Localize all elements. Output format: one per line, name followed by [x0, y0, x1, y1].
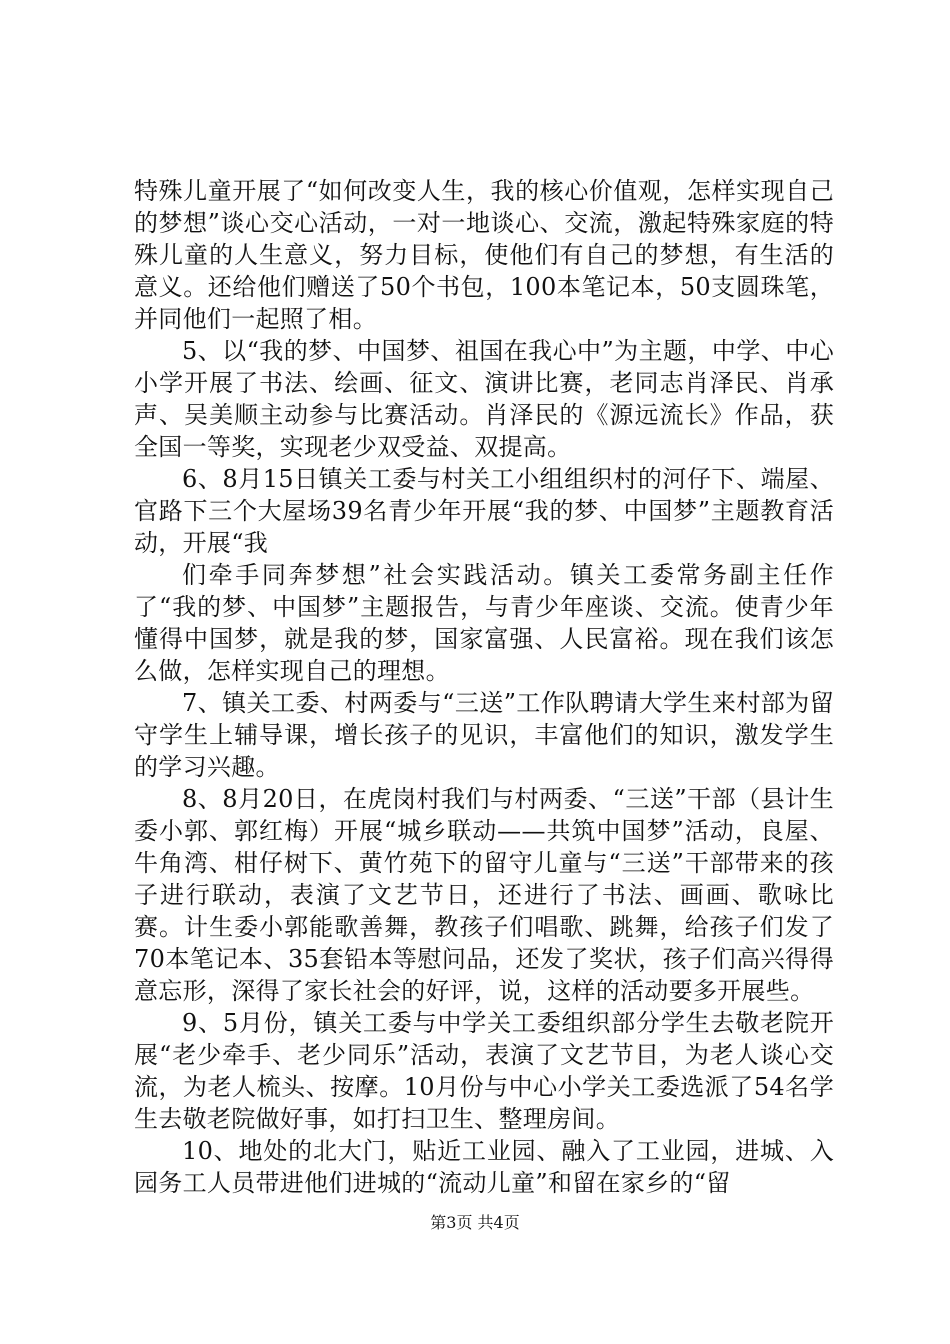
- paragraph-4: 们牵手同奔梦想”社会实践活动。镇关工委常务副主任作了“我的梦、中国梦”主题报告，与青少年座谈、交流。使青少年懂得中国梦，就是我的梦，国家富强、人民富裕。现在我们该怎么做，怎样实现自己的理想。: [134, 561, 834, 685]
- document-body: [134, 175, 834, 1199]
- paragraph-3: 6、8月15日镇关工委与村关工小组组织村的河仔下、端屋、官路下三个大屋场39名青少年开展“我的梦、中国梦”主题教育活动，开展“我: [134, 465, 834, 557]
- paragraph-6: 8、8月20日，在虎岗村我们与村两委、“三送”干部（县计生委小郭、郭红梅）开展“城乡联动——共筑中国梦”活动，良屋、牛角湾、柑仔树下、黄竹苑下的留守儿童与“三送”干部带来的孩子进行联动，表演了文艺节日，还进行了书法、画画、歌咏比赛。计生委小郭能歌善舞，教孩子们唱歌、跳舞，给孩子们发了70本笔记本、35套铅本等慰问品，还发了奖状，孩子们高兴得得意忘形，深得了家长社会的好评，说，这样的活动要多开展些。: [134, 785, 834, 1005]
- paragraph-1: 特殊儿童开展了“如何改变人生，我的核心价值观，怎样实现自己的梦想”谈心交心活动，一对一地谈心、交流，激起特殊家庭的特殊儿童的人生意义，努力目标，使他们有自己的梦想，有生活的意义。还给他们赠送了50个书包，100本笔记本，50支圆珠笔，并同他们一起照了相。: [134, 177, 834, 333]
- page-number: 第3页 共4页: [430, 1213, 520, 1232]
- paragraph-7: 9、5月份，镇关工委与中学关工委组织部分学生去敬老院开展“老少牵手、老少同乐”活动，表演了文艺节目，为老人谈心交流，为老人梳头、按摩。10月份与中心小学关工委选派了54名学生去敬老院做好事，如打扫卫生、整理房间。: [134, 1009, 834, 1133]
- paragraph-5: 7、镇关工委、村两委与“三送”工作队聘请大学生来村部为留守学生上辅导课，增长孩子的见识，丰富他们的知识，激发学生的学习兴趣。: [134, 689, 834, 781]
- page-footer: [0, 1213, 950, 1233]
- paragraph-8: 10、地处的北大门，贴近工业园、融入了工业园，进城、入园务工人员带进他们进城的“流动儿童”和留在家乡的“留: [134, 1137, 834, 1197]
- paragraph-2: 5、以“我的梦、中国梦、祖国在我心中”为主题，中学、中心小学开展了书法、绘画、征文、演讲比赛，老同志肖泽民、肖承声、吴美顺主动参与比赛活动。肖泽民的《源远流长》作品，获全国一等奖，实现老少双受益、双提高。: [134, 337, 834, 461]
